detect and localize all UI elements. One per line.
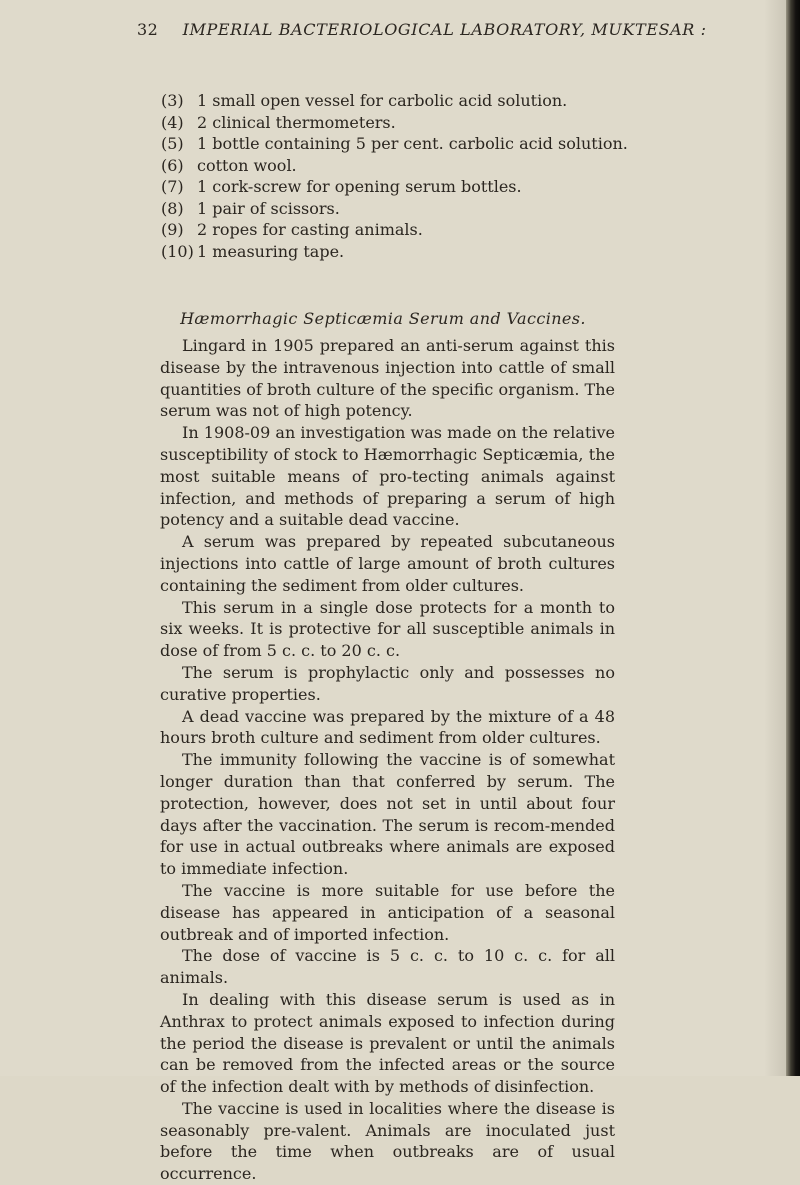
body-text [160,335,615,1185]
list-item [161,219,628,241]
list-item-number: (8) [161,198,184,218]
list-item-text: 1 measuring tape. [197,241,345,261]
list-item-text: 1 cork-screw for opening serum bottles. [197,177,522,196]
list-item-number: (10) [161,241,194,261]
page-edge-shadow [764,0,786,1076]
list-item [161,90,628,112]
running-header [137,20,707,39]
list-item [161,198,628,220]
list-item [161,241,628,263]
list-item-text: 1 small open vessel for carbolic acid solution. [197,91,568,110]
paragraph: A serum was prepared by repeated subcutaneous injections into cattle of large amount of broth cultures containing the sediment from older cultures. [160,532,615,595]
list-item-text: 1 bottle containing 5 per cent. carbolic acid solution. [197,134,628,153]
list-item-text: 1 pair of scissors. [197,198,340,218]
paragraph: The serum is prophylactic only and possesses no curative properties. [160,662,615,704]
paragraph: Lingard in 1905 prepared an anti-serum against this disease by the intravenous injection into cattle of small quantities of broth culture of the specific organism. The serum was not of high potency. [160,336,615,421]
scan-dark-edge [786,0,800,1076]
list-item-number: (6) [161,155,184,175]
paragraph: The dose of vaccine is 5 c. c. to 10 c. c. for all animals. [160,946,615,988]
list-item-text: 2 ropes for casting animals. [197,220,423,239]
paragraph: The immunity following the vaccine is of somewhat longer duration than that conferred by serum. The protection, however, does not set in until about four days after the vaccination. The serum is recom-mended for use in actual outbreaks where animals are exposed to immediate infection. [160,750,615,879]
list-item-number: (4) [161,112,184,132]
paragraph: In dealing with this disease serum is used as in Anthrax to protect animals exposed to infection during the period the disease is prevalent or until the animals can be removed from the infected areas or the source of the infection dealt with by methods of disinfection. [160,989,615,1097]
list-item [161,176,628,198]
running-title: IMPERIAL BACTERIOLOGICAL LABORATORY, MUKTESAR : [182,20,707,39]
paragraph: In 1908-09 an investigation was made on the relative susceptibility of stock to Hæmorrhagic Septicæmia, the most suitable means of pro-tecting animals against infection, and methods of preparing a serum of high potency and a suitable dead vaccine. [160,423,615,530]
list-item-number: (3) [161,91,184,110]
list-item [161,133,628,155]
paragraph: The vaccine is used in localities where the disease is seasonably pre-valent. Animals are inoculated just before the time when outbreaks are of usual occurrence. [160,1098,615,1184]
list-item-number: (9) [161,220,184,239]
paragraph: This serum in a single dose protects for a month to six weeks. It is protective for all susceptible animals in dose of from 5 c. c. to 20 c. c. [160,597,615,661]
list-item-number: (5) [161,134,184,153]
paragraph: A dead vaccine was prepared by the mixture of a 48 hours broth culture and sediment from older cultures. [160,706,615,748]
page-number: 32 [137,20,159,39]
list-item-number: (7) [161,177,184,196]
paragraph: The vaccine is more suitable for use before the disease has appeared in anticipation of a seasonal outbreak and of imported infection. [160,880,615,944]
list-item-text: cotton wool. [197,155,297,175]
list-item [161,155,628,177]
list-item-text: 2 clinical thermometers. [197,112,396,132]
equipment-list [161,90,628,262]
list-item [161,112,628,134]
section-heading: Hæmorrhagic Septicæmia Serum and Vaccines. [180,309,586,328]
